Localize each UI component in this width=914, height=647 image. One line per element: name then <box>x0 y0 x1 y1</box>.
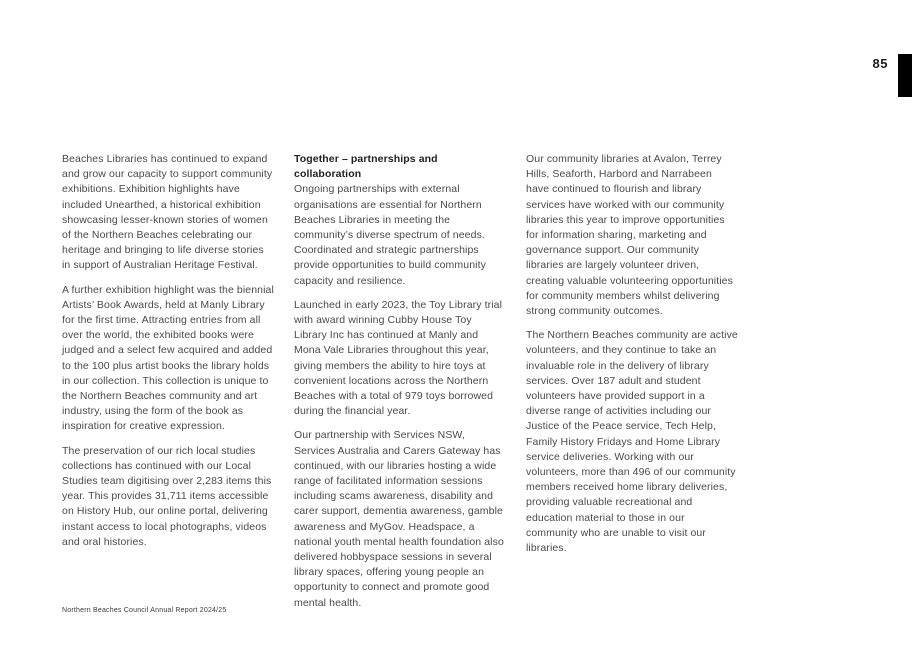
column-2 <box>294 152 506 620</box>
page-edge-tab <box>898 54 912 97</box>
paragraph: Ongoing partnerships with external organisations are essential for Northern Beaches Libraries in meeting the community’s diverse spectrum of needs. Coordinated and strategic partnerships provide opportunities to build community capacity and resilience. <box>294 183 486 287</box>
paragraph: Launched in early 2023, the Toy Library trial with award winning Cubby House Toy Library Inc has continued at Manly and Mona Vale Libraries throughout this year, giving members the ability to hire toys at convenient locations across the Northern Beaches with a total of 979 toys borrowed during the financial year. <box>294 298 503 418</box>
section-heading: Together – partnerships and collaboration <box>294 153 438 181</box>
paragraph: The preservation of our rich local studies collections has continued with our Local Studies team digitising over 2,283 items this year. This provides 31,711 items accessible on History Hub, our online portal, delivering instant access to local photographs, videos and oral histories. <box>62 444 272 548</box>
column-1 <box>62 152 274 620</box>
page-content <box>62 152 738 620</box>
paragraph: Beaches Libraries has continued to expand and grow our capacity to support community exhibitions. Exhibition highlights have included Unearthed, a historical exhibition showcasing lesser-known stories of women of the Northern Beaches celebrating our heritage and bringing to life diverse stories in support of Australian Heritage Festival. <box>62 153 273 272</box>
paragraph: Our partnership with Services NSW, Services Australia and Carers Gateway has continued, with our libraries hosting a wide range of facilitated information sessions including scams awareness, disability and carer support, dementia awareness, gamble awareness and MyGov. Headspace, a national youth mental health foundation also delivered hobbyspace sessions in several library spaces, offering young people an opportunity to connect and promote good mental health. <box>294 429 504 609</box>
paragraph: Our community libraries at Avalon, Terrey Hills, Seaforth, Harbord and Narrabeen have continued to flourish and library services have worked with our community libraries this year to improve opportunities for information sharing, marketing and governance support. Our community libraries are largely volunteer driven, creating valuable volunteering opportunities for community members whilst delivering strong community outcomes. <box>526 153 733 318</box>
page-number: 85 <box>872 56 888 71</box>
paragraph: The Northern Beaches community are active volunteers, and they continue to take an invaluable role in the delivery of library services. Over 187 adult and student volunteers have provided support in a diverse range of activities including our Justice of the Peace service, Tech Help, Family History Fridays and Home Library service deliveries. Working with our volunteers, more than 496 of our community members received home library deliveries, providing valuable recreational and education material to those in our community who are unable to visit our libraries. <box>526 329 738 555</box>
column-3 <box>526 152 738 620</box>
paragraph: A further exhibition highlight was the biennial Artists’ Book Awards, held at Manly Library for the first time. Attracting entries from all over the world, the exhibited books were judged and a select few acquired and added to the 100 plus artist books the library holds in our collection. This collection is unique to the Northern Beaches community and art industry, using the form of the book as inspiration for creative expression. <box>62 283 274 433</box>
footer-report-title: Northern Beaches Council Annual Report 2024/25 <box>62 607 227 614</box>
